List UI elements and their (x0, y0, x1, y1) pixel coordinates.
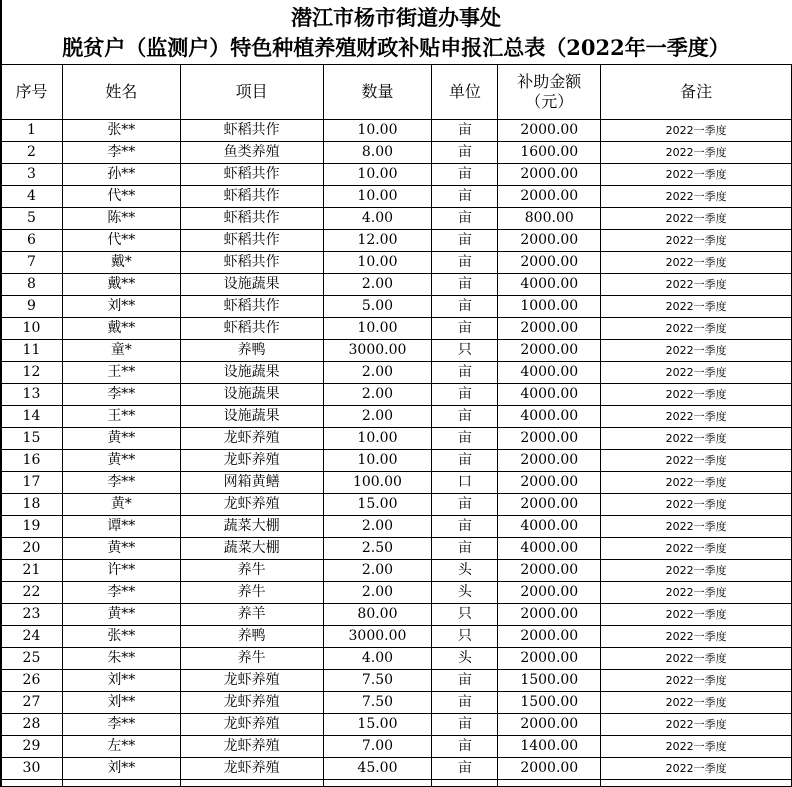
cell-unit: 头 (432, 560, 498, 582)
cell-amount: 2000.00 (498, 120, 601, 142)
cell-seq: 3 (1, 164, 63, 186)
cell-remark: 2022一季度 (601, 428, 792, 450)
cell-project: 虾稻共作 (180, 164, 323, 186)
header-project: 项目 (180, 65, 323, 120)
cell-unit: 亩 (432, 758, 498, 780)
cell-amount: 2000.00 (498, 450, 601, 472)
cell-amount: 2000.00 (498, 626, 601, 648)
cell-seq: 11 (1, 340, 63, 362)
cell-quantity: 7.00 (323, 736, 432, 758)
cell-name: 刘** (62, 670, 180, 692)
cell-remark: 2022一季度 (601, 758, 792, 780)
table-row (1, 318, 792, 340)
title-line2: 脱贫户（监测户）特色种植养殖财政补贴申报汇总表（2022年一季度） (62, 35, 730, 60)
cell-amount: 2000.00 (498, 186, 601, 208)
cell-unit: 亩 (432, 670, 498, 692)
cell-name: 张** (62, 120, 180, 142)
cell-unit: 亩 (432, 318, 498, 340)
cell-project: 设施蔬果 (180, 274, 323, 296)
cell-amount: 1600.00 (498, 142, 601, 164)
cell-cutoff (601, 780, 792, 787)
cell-unit: 头 (432, 582, 498, 604)
cell-quantity: 4.00 (323, 648, 432, 670)
cell-amount: 2000.00 (498, 230, 601, 252)
cell-unit: 亩 (432, 164, 498, 186)
cell-amount: 2000.00 (498, 472, 601, 494)
cell-quantity: 2.00 (323, 582, 432, 604)
header-subsidy-amount (498, 65, 601, 120)
table-row (1, 230, 792, 252)
cell-name: 童* (62, 340, 180, 362)
cell-remark: 2022一季度 (601, 318, 792, 340)
cell-remark: 2022一季度 (601, 164, 792, 186)
header-row (1, 65, 792, 120)
cell-seq: 13 (1, 384, 63, 406)
cell-quantity: 100.00 (323, 472, 432, 494)
header-seq: 序号 (1, 65, 63, 120)
cell-name: 许** (62, 560, 180, 582)
header-name: 姓名 (62, 65, 180, 120)
cell-seq: 16 (1, 450, 63, 472)
cell-unit: 亩 (432, 362, 498, 384)
title-line1: 潜江市杨市街道办事处 (291, 5, 501, 30)
cell-name: 朱** (62, 648, 180, 670)
cell-quantity: 10.00 (323, 186, 432, 208)
table-row (1, 626, 792, 648)
cell-seq: 5 (1, 208, 63, 230)
cell-project: 龙虾养殖 (180, 428, 323, 450)
cell-unit: 口 (432, 472, 498, 494)
cell-name: 张** (62, 626, 180, 648)
cell-project: 养羊 (180, 604, 323, 626)
cell-unit: 头 (432, 648, 498, 670)
table-row (1, 758, 792, 780)
cell-seq: 22 (1, 582, 63, 604)
cell-quantity: 15.00 (323, 714, 432, 736)
cell-project: 鱼类养殖 (180, 142, 323, 164)
cell-project: 养牛 (180, 648, 323, 670)
cell-seq: 15 (1, 428, 63, 450)
cell-name: 李** (62, 472, 180, 494)
cell-seq: 30 (1, 758, 63, 780)
sheet-left-border (0, 0, 2, 787)
cell-quantity: 4.00 (323, 208, 432, 230)
cell-seq: 2 (1, 142, 63, 164)
cell-project: 龙虾养殖 (180, 670, 323, 692)
cell-amount: 1500.00 (498, 670, 601, 692)
cell-project: 虾稻共作 (180, 318, 323, 340)
cell-project: 养牛 (180, 560, 323, 582)
table-row (1, 362, 792, 384)
cell-amount: 2000.00 (498, 560, 601, 582)
table-row (1, 648, 792, 670)
cell-name: 黄** (62, 604, 180, 626)
cell-remark: 2022一季度 (601, 186, 792, 208)
cell-name: 黄** (62, 428, 180, 450)
table-row (1, 736, 792, 758)
cell-cutoff (498, 780, 601, 787)
cell-amount: 1400.00 (498, 736, 601, 758)
cell-quantity: 10.00 (323, 164, 432, 186)
cell-amount: 2000.00 (498, 494, 601, 516)
cell-remark: 2022一季度 (601, 516, 792, 538)
cell-unit: 亩 (432, 450, 498, 472)
cell-name: 陈** (62, 208, 180, 230)
cell-project: 龙虾养殖 (180, 450, 323, 472)
cell-seq: 20 (1, 538, 63, 560)
cell-name: 刘** (62, 296, 180, 318)
table-row (1, 604, 792, 626)
cell-seq: 17 (1, 472, 63, 494)
cell-seq: 14 (1, 406, 63, 428)
cell-amount: 4000.00 (498, 406, 601, 428)
cell-quantity: 10.00 (323, 120, 432, 142)
cell-project: 设施蔬果 (180, 384, 323, 406)
table-row (1, 164, 792, 186)
cell-cutoff (180, 780, 323, 787)
table-row (1, 494, 792, 516)
cell-cutoff (323, 780, 432, 787)
cell-unit: 亩 (432, 736, 498, 758)
cell-quantity: 2.00 (323, 362, 432, 384)
cell-name: 王** (62, 406, 180, 428)
cell-project: 虾稻共作 (180, 120, 323, 142)
cell-remark: 2022一季度 (601, 648, 792, 670)
cell-seq: 6 (1, 230, 63, 252)
cell-quantity: 8.00 (323, 142, 432, 164)
cell-unit: 亩 (432, 142, 498, 164)
cell-project: 龙虾养殖 (180, 494, 323, 516)
cell-project: 龙虾养殖 (180, 736, 323, 758)
cell-amount: 2000.00 (498, 428, 601, 450)
cell-quantity: 3000.00 (323, 340, 432, 362)
cell-amount: 4000.00 (498, 362, 601, 384)
cell-amount: 2000.00 (498, 340, 601, 362)
summary-table (0, 64, 792, 787)
table-row (1, 560, 792, 582)
cell-project: 设施蔬果 (180, 406, 323, 428)
table-row (1, 714, 792, 736)
cell-seq: 27 (1, 692, 63, 714)
cell-unit: 亩 (432, 538, 498, 560)
cell-remark: 2022一季度 (601, 494, 792, 516)
cell-seq: 4 (1, 186, 63, 208)
table-row (1, 472, 792, 494)
cell-unit: 亩 (432, 274, 498, 296)
cell-unit: 亩 (432, 208, 498, 230)
table-row (1, 186, 792, 208)
cell-seq: 24 (1, 626, 63, 648)
cell-amount: 2000.00 (498, 164, 601, 186)
cell-quantity: 2.50 (323, 538, 432, 560)
cell-unit: 亩 (432, 516, 498, 538)
cell-name: 戴** (62, 318, 180, 340)
cell-quantity: 2.00 (323, 406, 432, 428)
cell-remark: 2022一季度 (601, 582, 792, 604)
table-row (1, 384, 792, 406)
cell-amount: 2000.00 (498, 758, 601, 780)
cell-unit: 亩 (432, 714, 498, 736)
cell-name: 左** (62, 736, 180, 758)
cell-amount: 4000.00 (498, 384, 601, 406)
cell-project: 虾稻共作 (180, 296, 323, 318)
cell-name: 刘** (62, 692, 180, 714)
cell-unit: 亩 (432, 252, 498, 274)
table-row (1, 208, 792, 230)
cell-quantity: 45.00 (323, 758, 432, 780)
cell-project: 蔬菜大棚 (180, 538, 323, 560)
cell-unit: 只 (432, 626, 498, 648)
cell-name: 黄** (62, 450, 180, 472)
cell-remark: 2022一季度 (601, 274, 792, 296)
cell-unit: 只 (432, 340, 498, 362)
cell-name: 黄** (62, 538, 180, 560)
cell-project: 蔬菜大棚 (180, 516, 323, 538)
cell-amount: 4000.00 (498, 516, 601, 538)
cell-name: 代** (62, 186, 180, 208)
cell-quantity: 10.00 (323, 428, 432, 450)
cell-project: 龙虾养殖 (180, 714, 323, 736)
cell-quantity: 7.50 (323, 670, 432, 692)
cell-seq: 18 (1, 494, 63, 516)
cell-project: 养鸭 (180, 626, 323, 648)
header-remark: 备注 (601, 65, 792, 120)
cell-unit: 亩 (432, 296, 498, 318)
cell-project: 养鸭 (180, 340, 323, 362)
cell-project: 虾稻共作 (180, 186, 323, 208)
cell-unit: 亩 (432, 186, 498, 208)
header-subsidy-line1: 补助金额 (517, 72, 582, 91)
cell-remark: 2022一季度 (601, 692, 792, 714)
cell-remark: 2022一季度 (601, 736, 792, 758)
cell-quantity: 3000.00 (323, 626, 432, 648)
table-row (1, 670, 792, 692)
cell-name: 王** (62, 362, 180, 384)
cell-remark: 2022一季度 (601, 142, 792, 164)
cell-quantity: 2.00 (323, 274, 432, 296)
cell-seq: 1 (1, 120, 63, 142)
cell-seq: 19 (1, 516, 63, 538)
cell-amount: 2000.00 (498, 648, 601, 670)
cell-name: 代** (62, 230, 180, 252)
cell-name: 黄* (62, 494, 180, 516)
cell-remark: 2022一季度 (601, 208, 792, 230)
table-row (1, 450, 792, 472)
cell-remark: 2022一季度 (601, 296, 792, 318)
cell-project: 虾稻共作 (180, 230, 323, 252)
cell-seq: 29 (1, 736, 63, 758)
cell-remark: 2022一季度 (601, 604, 792, 626)
cell-amount: 4000.00 (498, 274, 601, 296)
cell-cutoff (62, 780, 180, 787)
cell-amount: 800.00 (498, 208, 601, 230)
cell-quantity: 2.00 (323, 516, 432, 538)
cell-seq: 9 (1, 296, 63, 318)
cell-seq: 25 (1, 648, 63, 670)
cell-seq: 8 (1, 274, 63, 296)
cell-quantity: 12.00 (323, 230, 432, 252)
cell-project: 龙虾养殖 (180, 758, 323, 780)
cell-cutoff (432, 780, 498, 787)
cell-remark: 2022一季度 (601, 538, 792, 560)
cell-unit: 亩 (432, 120, 498, 142)
cell-project: 龙虾养殖 (180, 692, 323, 714)
cell-remark: 2022一季度 (601, 714, 792, 736)
cell-project: 虾稻共作 (180, 252, 323, 274)
cell-name: 李** (62, 384, 180, 406)
cell-unit: 只 (432, 604, 498, 626)
cell-name: 刘** (62, 758, 180, 780)
cell-amount: 2000.00 (498, 252, 601, 274)
table-row (1, 296, 792, 318)
header-subsidy-line2: （元） (525, 92, 574, 111)
cell-amount: 4000.00 (498, 538, 601, 560)
cell-seq: 26 (1, 670, 63, 692)
cell-name: 戴** (62, 274, 180, 296)
table-row (1, 120, 792, 142)
cell-remark: 2022一季度 (601, 384, 792, 406)
cell-quantity: 2.00 (323, 560, 432, 582)
cell-remark: 2022一季度 (601, 560, 792, 582)
table-row (1, 406, 792, 428)
cell-remark: 2022一季度 (601, 626, 792, 648)
table-row (1, 274, 792, 296)
cell-project: 设施蔬果 (180, 362, 323, 384)
table-row (1, 538, 792, 560)
cell-remark: 2022一季度 (601, 406, 792, 428)
table-row (1, 428, 792, 450)
cell-project: 养牛 (180, 582, 323, 604)
cell-remark: 2022一季度 (601, 450, 792, 472)
cell-project: 虾稻共作 (180, 208, 323, 230)
cell-name: 孙** (62, 164, 180, 186)
cell-quantity: 10.00 (323, 318, 432, 340)
table-row (1, 582, 792, 604)
cell-quantity: 15.00 (323, 494, 432, 516)
table-row (1, 692, 792, 714)
cell-remark: 2022一季度 (601, 120, 792, 142)
cell-cutoff (1, 780, 63, 787)
cell-project: 网箱黄鳝 (180, 472, 323, 494)
cell-amount: 2000.00 (498, 318, 601, 340)
cell-name: 李** (62, 582, 180, 604)
cell-name: 谭** (62, 516, 180, 538)
cell-seq: 28 (1, 714, 63, 736)
cell-quantity: 10.00 (323, 252, 432, 274)
cell-seq: 21 (1, 560, 63, 582)
table-row (1, 516, 792, 538)
table-row (1, 142, 792, 164)
cell-name: 李** (62, 142, 180, 164)
cell-amount: 2000.00 (498, 714, 601, 736)
cell-seq: 7 (1, 252, 63, 274)
cell-unit: 亩 (432, 428, 498, 450)
cell-amount: 2000.00 (498, 582, 601, 604)
cell-remark: 2022一季度 (601, 230, 792, 252)
cell-seq: 12 (1, 362, 63, 384)
cell-remark: 2022一季度 (601, 252, 792, 274)
table-row (1, 252, 792, 274)
cell-name: 戴* (62, 252, 180, 274)
cell-quantity: 5.00 (323, 296, 432, 318)
cell-unit: 亩 (432, 692, 498, 714)
cell-remark: 2022一季度 (601, 670, 792, 692)
table-row (1, 340, 792, 362)
table-body (1, 120, 792, 787)
cell-unit: 亩 (432, 406, 498, 428)
header-unit: 单位 (432, 65, 498, 120)
cell-remark: 2022一季度 (601, 362, 792, 384)
cell-quantity: 7.50 (323, 692, 432, 714)
cell-unit: 亩 (432, 494, 498, 516)
cell-seq: 23 (1, 604, 63, 626)
header-quantity: 数量 (323, 65, 432, 120)
cell-amount: 2000.00 (498, 604, 601, 626)
table-row-cutoff (1, 780, 792, 787)
cell-name: 李** (62, 714, 180, 736)
cell-amount: 1000.00 (498, 296, 601, 318)
cell-remark: 2022一季度 (601, 340, 792, 362)
cell-quantity: 80.00 (323, 604, 432, 626)
cell-quantity: 10.00 (323, 450, 432, 472)
cell-unit: 亩 (432, 230, 498, 252)
cell-remark: 2022一季度 (601, 472, 792, 494)
cell-seq: 10 (1, 318, 63, 340)
cell-amount: 1500.00 (498, 692, 601, 714)
cell-quantity: 2.00 (323, 384, 432, 406)
cell-unit: 亩 (432, 384, 498, 406)
